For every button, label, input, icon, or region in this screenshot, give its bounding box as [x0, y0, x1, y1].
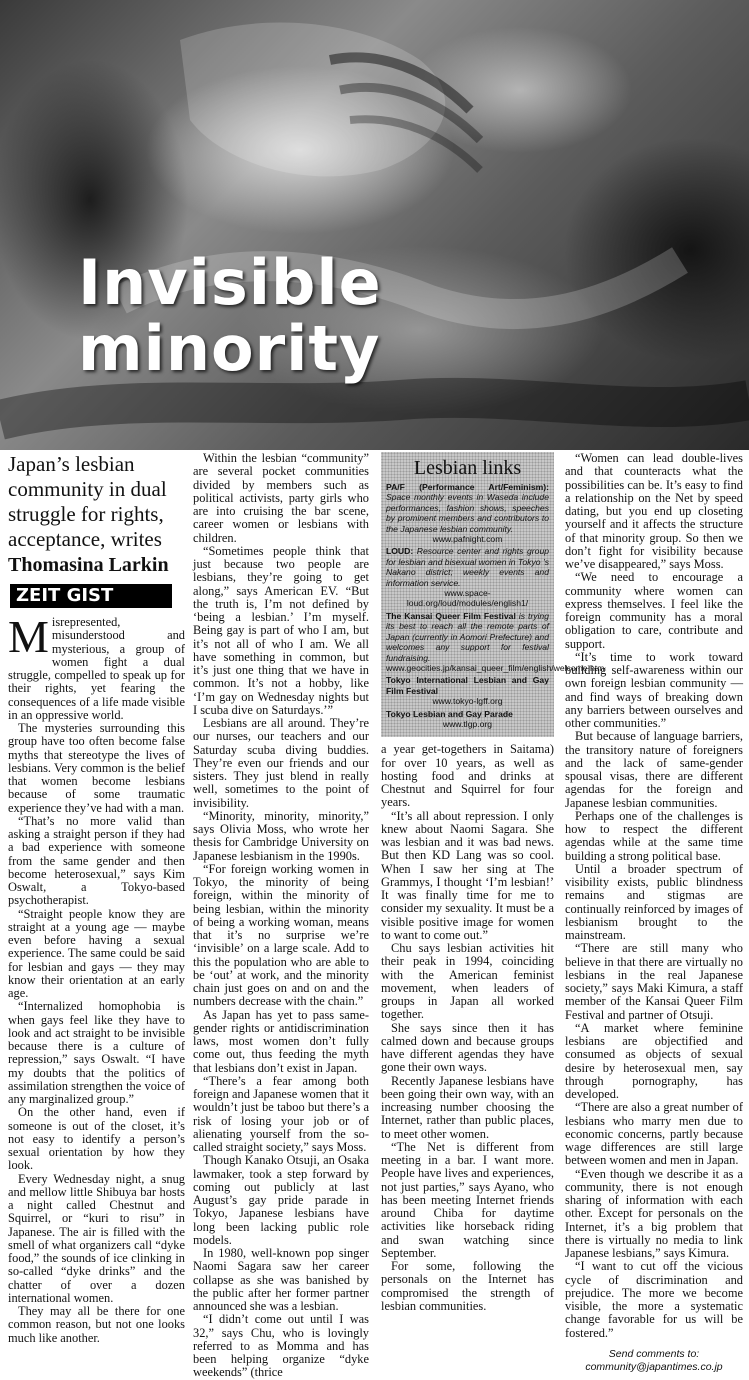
paragraph: She says since then it has calmed down and because groups have different agendas they have gone their own ways. — [381, 1020, 554, 1075]
paragraph: “Sometimes people think that just because two people are lesbians, they’re going to get along,” says American EV. “But the truth is, I’m not defined by ‘being a lesbian.’ I’m myself. Being gay is part of who I am, but it’s not all of who I am. We all have something in common, but it’s just one thing that we have in common. It’s not a hobby, like ‘I’m gay on Wednesday nights but I scuba dive on Saturdays.’” — [193, 543, 369, 717]
paragraph: Within the lesbian “community” are several pocket communities divided by members such as political activists, party girls who are into cruising the bar scene, career women or lesbians with children. — [193, 451, 369, 545]
link-description: is trying its best to reach all the remote parts of Japan (currently in Aomori Prefecture) and welcomes any support for festival fundraising. — [386, 610, 549, 663]
link-url[interactable]: www.space-loud.org/loud/modules/english1/ — [406, 588, 529, 609]
lesbian-links-sidebar — [381, 452, 605, 737]
paragraph: “The Net is different from meeting in a bar. I want more. People have lives and experiences, not just parties,” says Ayano, who has been meeting Internet friends around Chiba for daytime activities like horseback riding and swan watching since September. — [381, 1139, 554, 1260]
article-column-4 — [565, 452, 743, 1374]
link-url[interactable]: www.tokyo-lgff.org — [432, 696, 503, 707]
paragraph: They may all be there for one common reason, but not one looks much like another. — [8, 1304, 185, 1345]
paragraph: “I want to cut off the vicious cycle of discrimination and prejudice. The more we become visible, the more a systematic change favorable for us will be fostered.” — [565, 1259, 743, 1340]
hero-photo — [0, 0, 749, 450]
paragraph: “Minority, minority, minority,” says Olivia Moss, who wrote her thesis for Cambridge University on Japanese lesbianism in the 1990s. — [193, 808, 369, 863]
headline — [78, 246, 382, 385]
link-item-tokyo-film — [386, 675, 549, 706]
link-name: Tokyo International Lesbian and Gay Film Festival — [386, 675, 549, 696]
paragraph: “Even though we describe it as a community, there is not enough sharing of information with each other. Except for personals on the Internet, it’s a big problem that there is virtually no media to link Japanese lesbians,” says Kimura. — [565, 1166, 743, 1260]
link-item-tokyo-parade — [386, 709, 549, 730]
link-name: The Kansai Queer Film Festival — [386, 610, 516, 621]
paragraph: On the other hand, even if someone is out of the closet, it’s not easy to identify a person’s sexual orientation by how they look. — [8, 1105, 185, 1173]
paragraph: “For foreign working women in Tokyo, the minority of being foreign, within the minority of being lesbian, within the minority of being a working woman, means that it’s no surprise we’re ‘invisible’ on a large scale. Add to this the population who are able to be ‘out’ at work, and the minority chain just goes on and on and the numbers decrease with the chain.” — [193, 861, 369, 1009]
send-comments — [565, 1348, 743, 1374]
paragraph: a year get-togethers in Saitama) for over 10 years, as well as hosting food and drinks at Chestnut and Squirrel for four years. — [381, 742, 554, 810]
send-comments-label: Send comments to: — [608, 1347, 700, 1360]
paragraph: “It’s all about repression. I only knew about Naomi Sagara. She was lesbian and it was bad news. But then KD Lang was so cool. When I saw her sing at The Grammys, I thought ‘I’m lesbian!’ It was finally time for me to consider my sexuality. It must be a visible positive image for women to want to come out.” — [381, 808, 554, 942]
link-url[interactable]: www.pafnight.com — [432, 534, 503, 545]
sidebar-title: Lesbian links — [413, 457, 522, 479]
paragraph: In 1980, well-known pop singer Naomi Sagara saw her career collapse as she was banished by the public after her former partner announced she was a lesbian. — [193, 1246, 369, 1313]
paragraph: “It’s time to work toward building self-awareness within our own foreign lesbian community — and find ways of breaking down any barriers between ourselves and other communities.” — [565, 649, 743, 730]
paragraph: “There are also a great number of lesbians who marry men due to economic concerns, partly because wage differences are still large between women and men in Japan. — [565, 1100, 743, 1168]
paragraph: For some, following the personals on the Internet has compromised the strength of lesbian communities. — [381, 1259, 554, 1313]
article-column-3 — [381, 452, 605, 1313]
link-name: PA/F (Performance Art/Feminism): — [386, 482, 549, 492]
paragraph: “Women can lead double-lives and that counteracts what the possibilities can be. It’s easy to find a relationship on the Net by speed dating, but you end up closeting yourself and it affects the structure of that minority group. So then we don’t fight for visibility because we’ve disappeared,” says Moss. — [565, 451, 743, 571]
paragraph: Though Kanako Otsuji, an Osaka lawmaker, took a step forward by coming out publicly at last August’s gay pride parade in Tokyo, Japanese lesbians have long been lacking public role models. — [193, 1153, 369, 1247]
lead-paragraph — [8, 611, 185, 722]
paragraph: “We need to encourage a community where women can express themselves. I feel like the foreign community has a moral obligation to care, contribute and support. — [565, 570, 743, 651]
paragraph: Recently Japanese lesbians have been going their own way, with an increasing number choosing the Internet, rather than public places, to meet other women. — [381, 1073, 554, 1141]
deck: Japan’s lesbian community in dual struggle for rights, acceptance, writes — [8, 452, 167, 551]
link-item-kansai-film — [386, 610, 605, 673]
byline: Thomasina Larkin — [8, 554, 169, 576]
paragraph: Every Wednesday night, a snug and mellow little Shibuya bar hosts a night called Chestnut and Squirrel, or “kuri to risu” in Japanese. The air is filled with the smell of what organizers call “dyke food,” the sounds of ice clinking in so-called “dyke drinks” and the chatter of over a dozen international women. — [8, 1171, 185, 1305]
paragraph: Until a broader spectrum of visibility exists, public blindness remains and stigmas are continually reinforced by images of lesbianism brought to the mainstream. — [565, 861, 743, 942]
link-item-paf — [386, 482, 549, 544]
link-description: Resource center and rights group for lesbian and bisexual women in Tokyo ’s Nakano district; weekly events and information service. — [386, 546, 549, 588]
paragraph: Chu says lesbian activities hit their peak in 1994, coinciding with the American feminist movement, when leaders of groups in Japan all worked together. — [381, 941, 554, 1022]
lead-text: isrepresented, misunderstood and mysterious, a group of women fight a dual struggle, compelled to speak up for their rights, yet fearing the consequences of a life made visible in an oppressive world. — [8, 615, 185, 722]
paragraph: The mysteries surrounding this group have too often become false myths that stereotype the lives of lesbians. Very common is the belief that women become lesbians because of some traumatic experience they’ve had with a man. — [8, 721, 185, 815]
paragraph: “There’s a fear among both foreign and Japanese women that it wouldn’t just be taboo but there’s a risk of losing your job or of alienating yourself from the so-called straight society,” says Moss. — [193, 1073, 369, 1154]
paragraph: Lesbians are all around. They’re our nurses, our teachers and our Saturday scuba diving buddies. They’re even our friends and our sisters. They just blend in really well, sometimes to the point of invisibility. — [193, 716, 369, 810]
article-column-1 — [8, 452, 185, 1345]
paragraph: “Internalized homophobia is when gays feel like they have to look and act straight to be invisible because there is a culture of repression,” says Oswalt. “I have my doubts that the politics of assimilation strengthen the voice of any marginalized group.” — [8, 999, 185, 1106]
paragraph: Perhaps one of the challenges is how to respect the different agendas while at the same time building a strong political base. — [565, 808, 743, 863]
paragraph: As Japan has yet to pass same-gender rights or antidiscrimination laws, most women don’t fully come out, thus feeding the myth that lesbians don’t exist in Japan. — [193, 1007, 369, 1075]
column-name-badge: ZEIT GIST — [10, 584, 172, 608]
headline-line-2: minority — [78, 312, 381, 385]
article-column-2 — [193, 452, 369, 1380]
send-comments-email[interactable]: community@japantimes.co.jp — [585, 1360, 723, 1373]
link-name: LOUD: — [386, 546, 414, 557]
paragraph: “Straight people know they are straight at a young age — maybe even before having a sexual experience. The same could be said for lesbian and gays — they may know their orientation at an early age. — [8, 906, 185, 1000]
paragraph: “A market where feminine lesbians are objectified and consumed as objects of sexual desire by heterosexual men, say through pornography, has developed. — [565, 1020, 743, 1101]
headline-line-1: Invisible — [78, 246, 382, 319]
paragraph: “There are still many who believe in that there are virtually no lesbians in the real Japanese society,” says Maki Kimura, a staff member of the Kansai Queer Film Festival and partner of Otsuji. — [565, 941, 743, 1022]
paragraph: But because of language barriers, the transitory nature of foreigners and the lack of same-gender spousal visas, there are different agendas for the foreign and Japanese lesbian communities. — [565, 729, 743, 810]
paragraph: “That’s no more valid than asking a straight person if they had a bad experience with someone from the same gender and then become heterosexual,” says Kim Oswalt, a Tokyo-based psychotherapist. — [8, 813, 185, 908]
link-description: Space monthly events in Waseda include performances, fashion shows, speeches by prominent members and contributors to the Japanese lesbian community. — [386, 492, 549, 534]
paragraph: “I didn’t come out until I was 32,” says Chu, who is lovingly referred to as Momma and has been helping organize “dyke weekends” (thrice — [193, 1312, 369, 1380]
link-url[interactable]: www.tlgp.org — [442, 718, 493, 729]
drop-cap: M — [8, 611, 49, 662]
link-name: Tokyo Lesbian and Gay Parade — [386, 708, 513, 719]
link-item-loud — [386, 546, 549, 608]
link-url[interactable]: www.geocities.jp/kansai_queer_film/english/welcome.htm — [386, 662, 605, 673]
